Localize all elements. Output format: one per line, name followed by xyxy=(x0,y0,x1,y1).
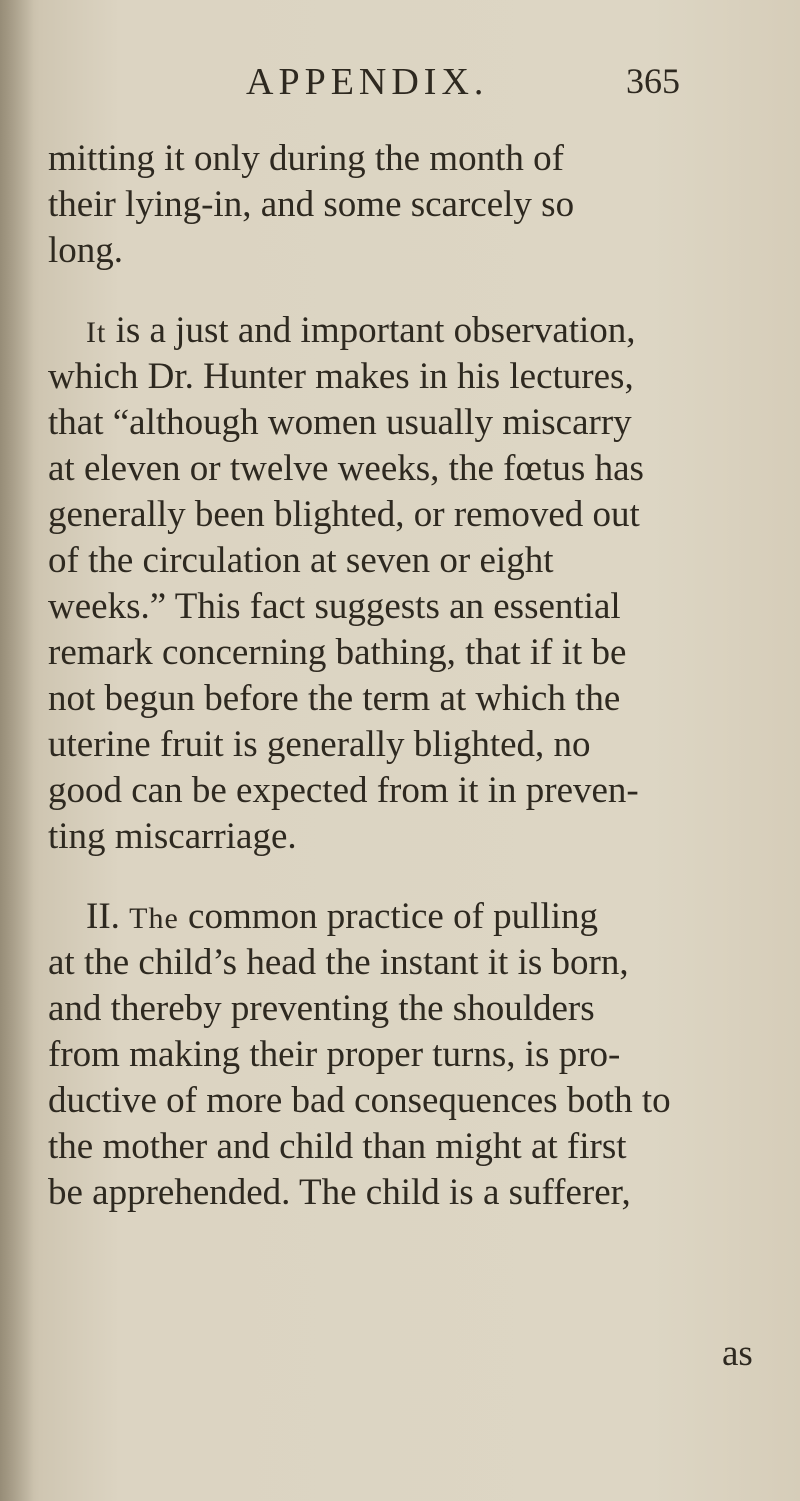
catchword: as xyxy=(722,1333,753,1374)
text-line: weeks.” This fact suggests an essential xyxy=(48,586,621,627)
text-line: at eleven or twelve weeks, the fœtus has xyxy=(48,448,644,489)
text-line: which Dr. Hunter makes in his lectures, xyxy=(48,356,634,397)
running-title: APPENDIX. xyxy=(246,61,489,103)
text-line: ductive of more bad consequences both to xyxy=(48,1080,671,1121)
text-line: ting miscarriage. xyxy=(48,816,297,857)
text-line: is a just and important observation, xyxy=(115,310,636,351)
text-line: and thereby preventing the shoulders xyxy=(48,988,595,1029)
text-line: their lying-in, and some scarcely so xyxy=(48,184,575,225)
text-line: generally been blighted, or removed out xyxy=(48,494,640,535)
text-line: uterine fruit is generally blighted, no xyxy=(48,724,591,765)
text-block xyxy=(48,136,788,1216)
text-line: be apprehended. The child is a sufferer, xyxy=(48,1172,631,1213)
running-head xyxy=(0,60,800,120)
paragraph-lead: It xyxy=(86,316,107,349)
section-numeral: II. xyxy=(86,896,120,937)
paragraph-start xyxy=(48,894,788,940)
spine-shadow xyxy=(0,0,34,1501)
paragraph-start xyxy=(48,308,788,354)
text-line: the mother and child than might at first xyxy=(48,1126,627,1167)
paragraph-lead: The xyxy=(129,902,179,935)
text-line: common practice of pulling xyxy=(188,896,599,937)
text-line: that “although women usually miscarry xyxy=(48,402,632,443)
text-line: good can be expected from it in preven- xyxy=(48,770,639,811)
text-line: at the child’s head the instant it is born, xyxy=(48,942,629,983)
text-line: of the circulation at seven or eight xyxy=(48,540,554,581)
text-line: not begun before the term at which the xyxy=(48,678,621,719)
text-line: from making their proper turns, is pro- xyxy=(48,1034,621,1075)
page-number: 365 xyxy=(626,61,680,101)
text-line: long. xyxy=(48,230,124,271)
text-line: remark concerning bathing, that if it be xyxy=(48,632,627,673)
text-line: mitting it only during the month of xyxy=(48,138,564,179)
